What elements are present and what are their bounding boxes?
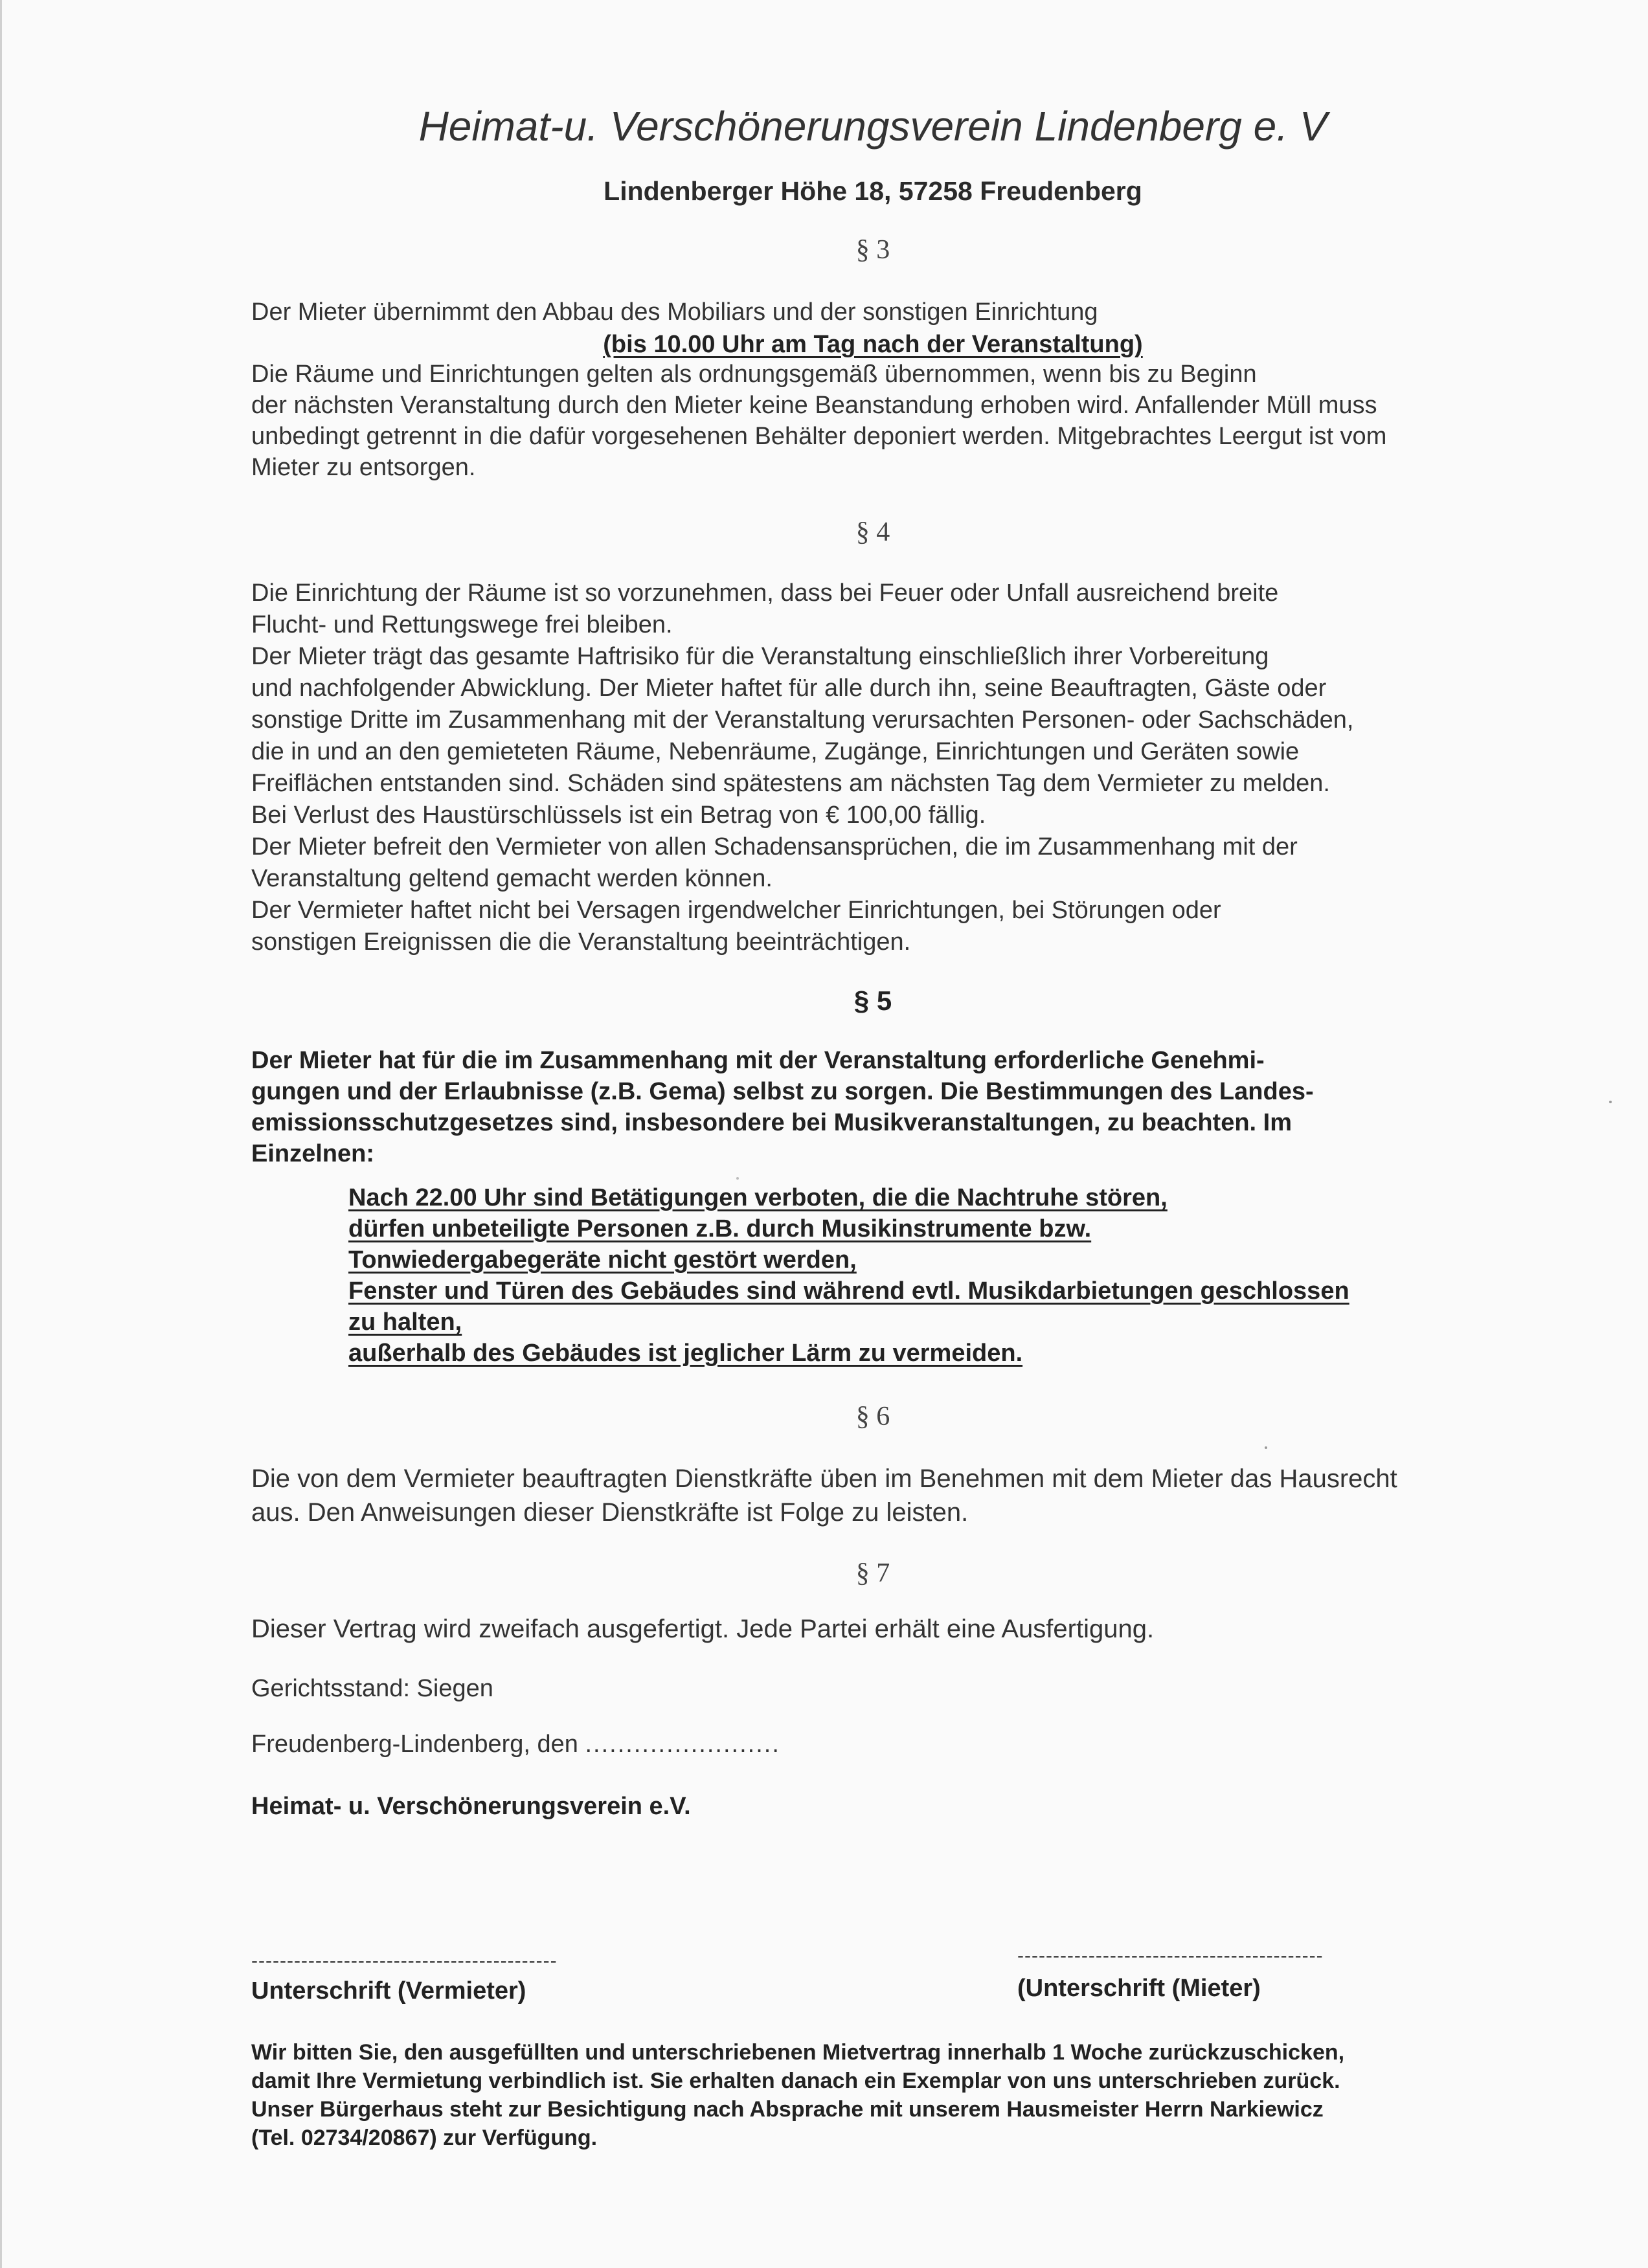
section-3-heading: § 3 (855, 235, 890, 265)
section-5-body-line: emissionsschutzgesetzes sind, insbesondere bei Musikveranstaltungen, zu beachten. Im (251, 1109, 1292, 1136)
section-5-rules (348, 1182, 1546, 1369)
organization-title: Heimat-u. Verschönerungsverein Lindenberg e. V (418, 103, 1327, 150)
landlord-signature-line: ------------------------------------------- (251, 1950, 558, 1971)
section-4-body-line: Der Mieter trägt das gesamte Haftrisiko für die Veranstaltung einschließlich ihrer Vorbereitung (251, 643, 1269, 670)
footer-line: damit Ihre Vermietung verbindlich ist. Sie erhalten danach ein Exemplar von uns unterschrieben zurück. (251, 2069, 1340, 2093)
section-6-heading: § 6 (855, 1402, 890, 1432)
section-3-body-line: Die Räume und Einrichtungen gelten als ordnungsgemäß übernommen, wenn bis zu Beginn (251, 361, 1257, 388)
section-5-body-line: gungen und der Erlaubnisse (z.B. Gema) selbst zu sorgen. Die Bestimmungen des Landes- (251, 1078, 1314, 1105)
section-6-body-line: Die von dem Vermieter beauftragten Dienstkräfte üben im Benehmen mit dem Mieter das Hausrecht (251, 1465, 1397, 1493)
section-3-body-line: unbedingt getrennt in die dafür vorgesehenen Behälter deponiert werden. Mitgebrachtes Leergut ist vom (251, 423, 1387, 450)
section-7-heading: § 7 (855, 1558, 890, 1588)
section-4-body-line: Der Vermieter haftet nicht bei Versagen irgendwelcher Einrichtungen, bei Störungen oder (251, 897, 1221, 924)
section-4-body-line: Freiflächen entstanden sind. Schäden sind spätestens am nächsten Tag dem Vermieter zu melden. (251, 770, 1330, 797)
scan-speck (1609, 1101, 1612, 1103)
section-5-rule: Nach 22.00 Uhr sind Betätigungen verboten, die die Nachtruhe stören, (348, 1184, 1168, 1211)
section-3-intro (251, 297, 1514, 328)
section-6-body-line: aus. Den Anweisungen dieser Dienstkräfte ist Folge zu leisten. (251, 1498, 969, 1527)
section-5-body-line: Einzelnen: (251, 1140, 375, 1167)
section-4-heading: § 4 (855, 517, 890, 547)
section-4-body-line: die in und an den gemieteten Räume, Nebenräume, Zugänge, Einrichtungen und Geräten sowie (251, 738, 1300, 765)
section-5-heading: § 5 (853, 985, 892, 1016)
section-4-body (251, 578, 1514, 958)
section-5-rule: zu halten, (348, 1308, 462, 1336)
footer-line: Unser Bürgerhaus steht zur Besichtigung nach Absprache mit unserem Hausmeister Herrn Narkiewicz (251, 2097, 1324, 2122)
section-4-body-line: Veranstaltung geltend gemacht werden können. (251, 865, 773, 892)
section-7-line-1: Dieser Vertrag wird zweifach ausgefertigt. Jede Partei erhält eine Ausfertigung. (251, 1615, 1155, 1643)
section-4-body-line: Der Mieter befreit den Vermieter von allen Schadensansprüchen, die im Zusammenhang mit der (251, 833, 1298, 860)
section-3-body-line: Mieter zu entsorgen. (251, 454, 476, 481)
association-name: Heimat- u. Verschönerungsverein e.V. (251, 1793, 691, 1820)
footer-line: (Tel. 02734/20867) zur Verfügung. (251, 2126, 598, 2150)
landlord-signature-label: Unterschrift (Vermieter) (251, 1977, 526, 2004)
place-date-label: Freudenberg-Lindenberg, den (251, 1731, 578, 1758)
tenant-signature-line: ------------------------------------------- (1017, 1945, 1324, 1966)
section-4-body-line: Bei Verlust des Haustürschlüssels ist ein Betrag von € 100,00 fällig. (251, 802, 986, 829)
section-5-rule: Tonwiedergabegeräte nicht gestört werden, (348, 1246, 857, 1274)
section-3-line-1: Der Mieter übernimmt den Abbau des Mobiliars und der sonstigen Einrichtung (251, 298, 1098, 326)
section-4-body-line: Die Einrichtung der Räume ist so vorzunehmen, dass bei Feuer oder Unfall ausreichend breite (251, 579, 1279, 607)
section-4-body-line: Flucht- und Rettungswege frei bleiben. (251, 611, 673, 638)
section-5-rule: dürfen unbeteiligte Personen z.B. durch Musikinstrumente bzw. (348, 1215, 1092, 1242)
footer-line: Wir bitten Sie, den ausgefüllten und unterschriebenen Mietvertrag innerhalb 1 Woche zurückzuschicken, (251, 2040, 1345, 2065)
section-3-body (251, 359, 1514, 483)
section-3-body-line: der nächsten Veranstaltung durch den Mieter keine Beanstandung erhoben wird. Anfallender Müll muss (251, 392, 1377, 419)
organization-address: Lindenberger Höhe 18, 57258 Freudenberg (604, 176, 1142, 206)
footer-note (251, 2038, 1514, 2152)
section-4-body-line: sonstigen Ereignissen die die Veranstaltung beeinträchtigen. (251, 928, 911, 956)
section-5-rule: Fenster und Türen des Gebäudes sind während evtl. Musikdarbietungen geschlossen (348, 1277, 1349, 1305)
scan-speck (736, 1177, 739, 1180)
section-4-body-line: und nachfolgender Abwicklung. Der Mieter haftet für alle durch ihn, seine Beauftragten, Gäste oder (251, 675, 1327, 702)
section-3-deadline-wrap (2, 329, 1648, 360)
date-blank: ........................ (585, 1731, 780, 1758)
place-date-line (251, 1729, 1514, 1760)
section-4-body-line: sonstige Dritte im Zusammenhang mit der Veranstaltung verursachten Personen- oder Sachschäden, (251, 706, 1354, 734)
section-3-deadline: (bis 10.00 Uhr am Tag nach der Veranstaltung) (603, 331, 1143, 358)
court-jurisdiction: Gerichtsstand: Siegen (251, 1675, 493, 1702)
section-5-rule: außerhalb des Gebäudes ist jeglicher Lärm zu vermeiden. (348, 1340, 1023, 1367)
section-5-body (251, 1045, 1514, 1169)
section-5-body-line: Der Mieter hat für die im Zusammenhang mit der Veranstaltung erforderliche Genehmi- (251, 1047, 1265, 1074)
tenant-signature-label: (Unterschrift (Mieter) (1017, 1975, 1261, 2002)
section-6-body (251, 1462, 1514, 1529)
scan-speck (1265, 1446, 1267, 1449)
